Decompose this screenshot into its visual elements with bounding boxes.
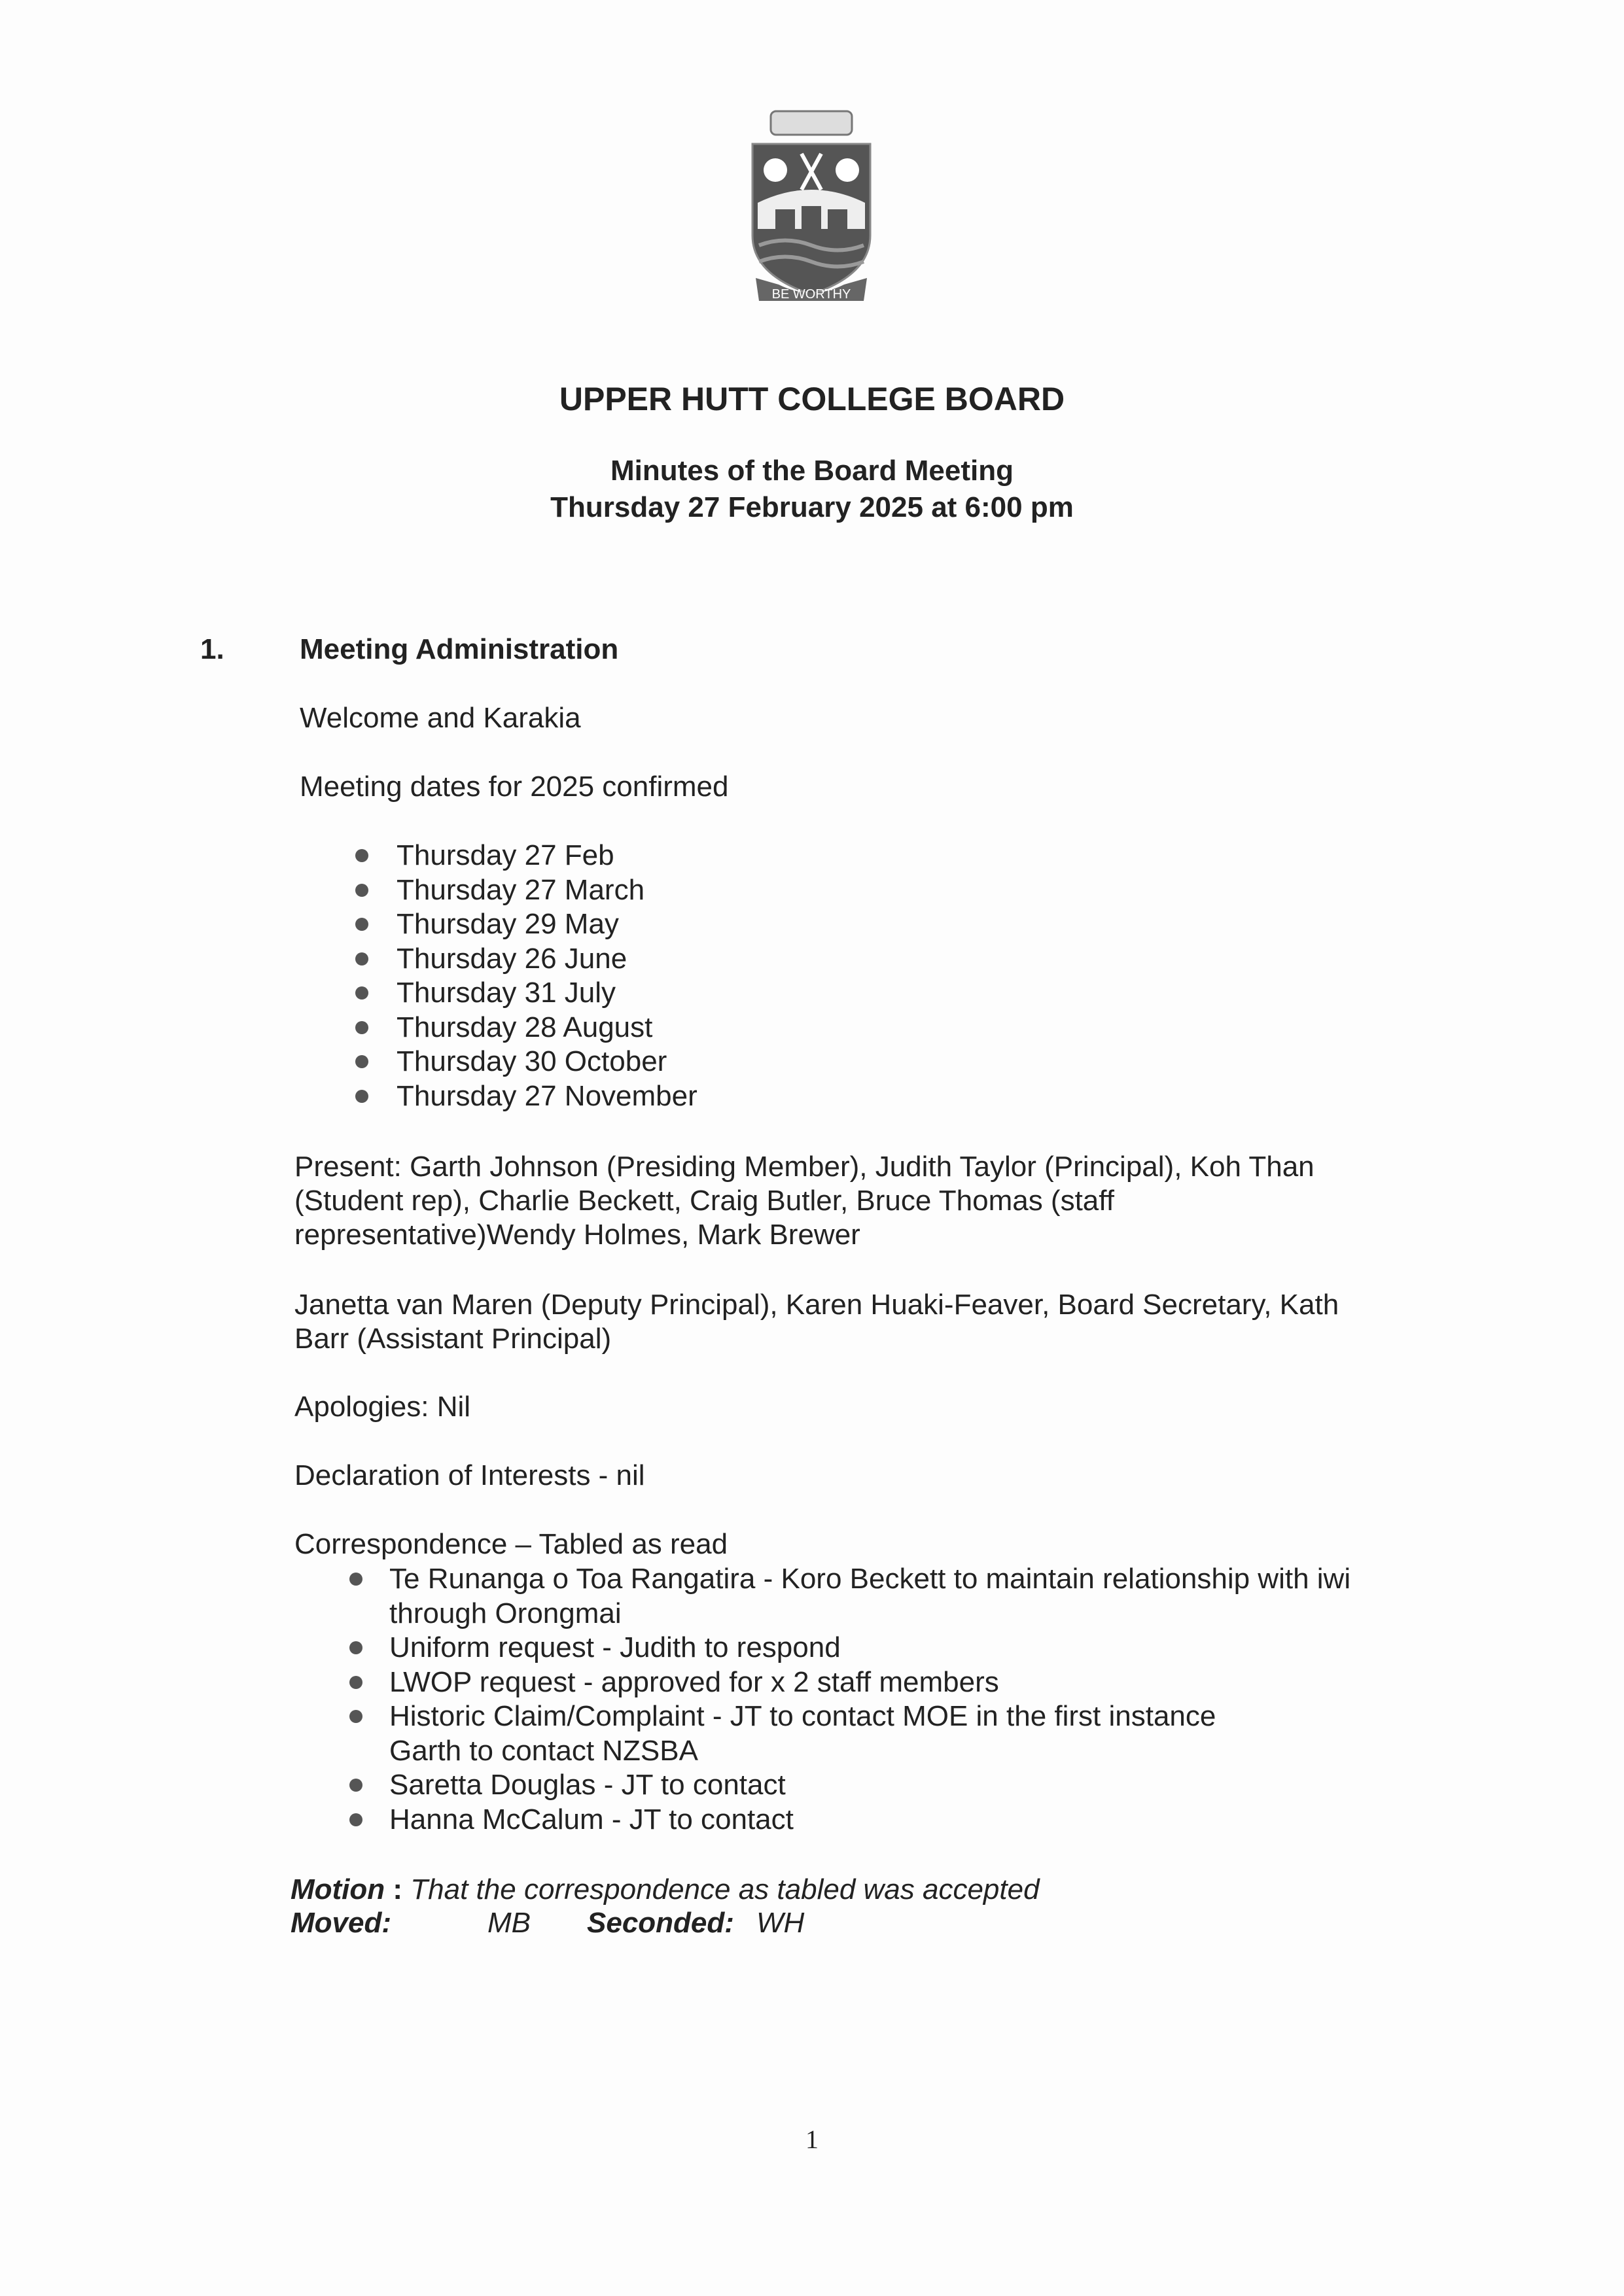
apologies: Apologies: Nil: [294, 1391, 471, 1423]
item-text: Saretta Douglas - JT to contact: [389, 1769, 786, 1801]
board-title: UPPER HUTT COLLEGE BOARD: [559, 381, 1065, 417]
item-text: through Orongmai: [389, 1597, 622, 1629]
date-text: Thursday 26 June: [397, 942, 627, 975]
attendance-line: Barr (Assistant Principal): [294, 1323, 612, 1355]
list-item: [389, 1665, 1350, 1700]
motion-line: [291, 1873, 1040, 1907]
meeting-date: Thursday 27 February 2025 at 6:00 pm: [550, 491, 1074, 523]
seconded-label: Seconded:: [587, 1907, 734, 1939]
date-text: Thursday 31 July: [397, 977, 616, 1009]
list-item: [389, 1768, 1350, 1803]
bullet-icon: [349, 1710, 362, 1723]
list-item: [389, 1562, 1350, 1631]
declaration-of-interests: Declaration of Interests - nil: [294, 1459, 645, 1491]
meeting-dates-list: [397, 839, 697, 1113]
date-text: Thursday 27 November: [397, 1079, 697, 1112]
bullet-icon: [349, 1573, 362, 1586]
date-text: Thursday 30 October: [397, 1045, 667, 1077]
list-item: [397, 1045, 697, 1079]
item-text: Hanna McCalum - JT to contact: [389, 1803, 794, 1835]
list-item: [397, 976, 697, 1011]
bullet-icon: [355, 986, 368, 1000]
list-item: [397, 1079, 697, 1114]
date-text: Thursday 27 March: [397, 873, 645, 906]
list-item: [397, 839, 697, 873]
present-line: representative)Wendy Holmes, Mark Brewer: [294, 1219, 860, 1251]
bullet-icon: [355, 1090, 368, 1103]
bullet-icon: [355, 1021, 368, 1034]
moved-value: MB: [487, 1907, 531, 1939]
list-item: [389, 1631, 1350, 1665]
date-text: Thursday 27 Feb: [397, 839, 614, 871]
section-heading: Meeting Administration: [300, 633, 619, 665]
bullet-icon: [355, 884, 368, 897]
seconded-value: WH: [756, 1907, 805, 1939]
present-line: Present: Garth Johnson (Presiding Member), Judith Taylor (Principal), Koh Than: [294, 1151, 1315, 1183]
welcome-text: Welcome and Karakia: [300, 702, 581, 734]
bullet-icon: [349, 1779, 362, 1792]
bullet-icon: [349, 1813, 362, 1826]
date-text: Thursday 29 May: [397, 908, 619, 940]
bullet-icon: [349, 1676, 362, 1689]
list-item: [397, 942, 697, 977]
meeting-subtitle: Minutes of the Board Meeting: [610, 455, 1014, 487]
item-text: Historic Claim/Complaint - JT to contact MOE in the first instance: [389, 1700, 1216, 1732]
motion-label: Motion: [291, 1873, 385, 1905]
present-line: (Student rep), Charlie Beckett, Craig Butler, Bruce Thomas (staff: [294, 1185, 1114, 1217]
page-number: 1: [805, 2125, 819, 2154]
list-item: [389, 1803, 1350, 1837]
bullet-icon: [355, 849, 368, 862]
list-item: [397, 873, 697, 908]
list-item: [389, 1699, 1350, 1768]
present-paragraph: [294, 1150, 1315, 1252]
motion-text: That the correspondence as tabled was accepted: [410, 1873, 1040, 1905]
correspondence-list: [389, 1562, 1350, 1837]
correspondence-intro: Correspondence – Tabled as read: [294, 1528, 728, 1560]
item-text: Garth to contact NZSBA: [389, 1734, 698, 1767]
list-item: [397, 1011, 697, 1045]
motion-separator: :: [385, 1873, 411, 1905]
item-text: LWOP request - approved for x 2 staff members: [389, 1665, 999, 1698]
item-text: Te Runanga o Toa Rangatira - Koro Beckett to maintain relationship with iwi: [389, 1563, 1351, 1595]
bullet-icon: [355, 918, 368, 931]
school-crest: [739, 105, 883, 307]
moved-label: Moved:: [291, 1907, 391, 1939]
bullet-icon: [349, 1641, 362, 1654]
bullet-icon: [355, 1055, 368, 1068]
section-number: 1.: [200, 633, 224, 665]
dates-intro: Meeting dates for 2025 confirmed: [300, 771, 729, 803]
attendance-paragraph: [294, 1288, 1339, 1356]
date-text: Thursday 28 August: [397, 1011, 653, 1043]
svg-text:BE WORTHY: BE WORTHY: [771, 287, 851, 302]
item-text: Uniform request - Judith to respond: [389, 1631, 841, 1663]
bullet-icon: [355, 952, 368, 965]
attendance-line: Janetta van Maren (Deputy Principal), Karen Huaki-Feaver, Board Secretary, Kath: [294, 1289, 1339, 1321]
list-item: [397, 907, 697, 942]
